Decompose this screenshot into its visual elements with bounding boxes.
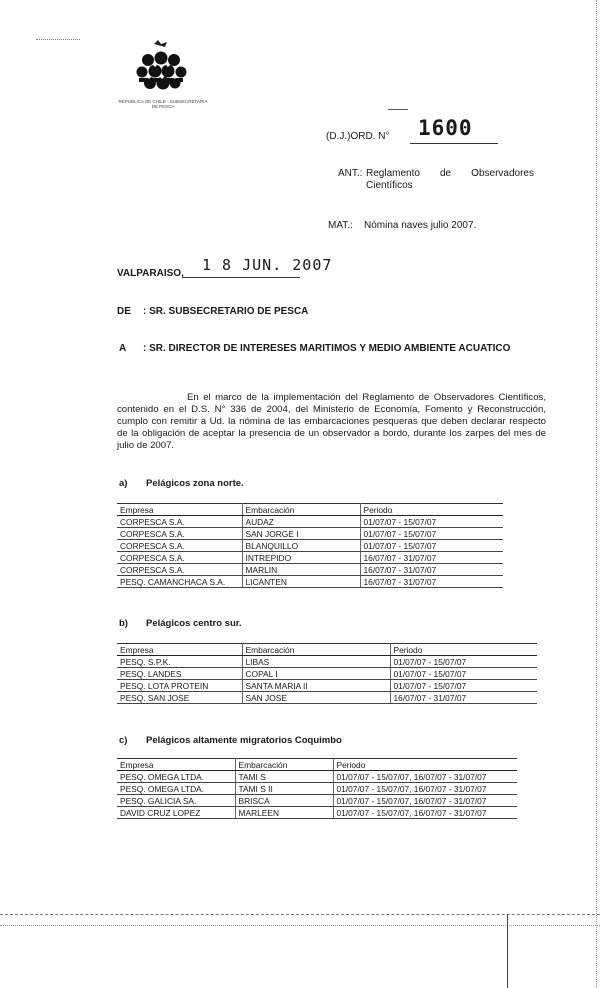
cell-empresa: PESQ. OMEGA LTDA. bbox=[117, 771, 235, 783]
cell-embarcacion: SAN JOSE bbox=[242, 692, 390, 704]
cell-periodo: 01/07/07 - 15/07/07 bbox=[390, 680, 537, 692]
ord-number: 1600 bbox=[418, 116, 473, 140]
table-header-row bbox=[117, 759, 517, 771]
table-altamente-migratorios bbox=[117, 758, 517, 819]
header-periodo: Periodo bbox=[390, 644, 537, 656]
table-row bbox=[117, 656, 537, 668]
cell-periodo: 01/07/07 - 15/07/07, 16/07/07 - 31/07/07 bbox=[333, 795, 517, 807]
header-embarcacion: Embarcación bbox=[242, 504, 360, 516]
cell-embarcacion: LIBAS bbox=[242, 656, 390, 668]
table-row bbox=[117, 528, 503, 540]
table-header-row bbox=[117, 644, 537, 656]
a-value: : SR. DIRECTOR DE INTERESES MARITIMOS Y MEDIO AMBIENTE ACUATICO bbox=[143, 343, 511, 354]
header-embarcacion: Embarcación bbox=[242, 644, 390, 656]
ord-underline bbox=[410, 143, 498, 144]
place: VALPARAISO, bbox=[117, 268, 184, 279]
table-row bbox=[117, 516, 503, 528]
table-row bbox=[117, 692, 537, 704]
cell-periodo: 16/07/07 - 31/07/07 bbox=[360, 552, 503, 564]
cell-empresa: PESQ. LOTA PROTEIN bbox=[117, 680, 242, 692]
table-row bbox=[117, 771, 517, 783]
header-empresa: Empresa bbox=[117, 759, 235, 771]
section-a-letter: a) bbox=[119, 478, 128, 489]
cell-periodo: 16/07/07 - 31/07/07 bbox=[360, 564, 503, 576]
section-a-title: Pelágicos zona norte. bbox=[146, 478, 244, 489]
cell-empresa: PESQ. GALICIA SA. bbox=[117, 795, 235, 807]
cell-embarcacion: TAMI S II bbox=[235, 783, 333, 795]
de-label: DE bbox=[117, 306, 131, 317]
table-row bbox=[117, 540, 503, 552]
cell-embarcacion: INTREPIDO bbox=[242, 552, 360, 564]
cell-embarcacion: TAMI S bbox=[235, 771, 333, 783]
cell-periodo: 01/07/07 - 15/07/07 bbox=[360, 516, 503, 528]
table-row bbox=[117, 807, 517, 819]
cell-embarcacion: BRISCA bbox=[235, 795, 333, 807]
table-row bbox=[117, 795, 517, 807]
header-empresa: Empresa bbox=[117, 644, 242, 656]
cell-embarcacion: SANTA MARIA II bbox=[242, 680, 390, 692]
ant-label: ANT.: bbox=[338, 168, 363, 179]
table-row bbox=[117, 668, 537, 680]
table-row bbox=[117, 564, 503, 576]
table-pelagicos-norte bbox=[117, 503, 503, 588]
cell-empresa: DAVID CRUZ LOPEZ bbox=[117, 807, 235, 819]
cell-empresa: CORPESCA S.A. bbox=[117, 552, 242, 564]
cell-periodo: 01/07/07 - 15/07/07 bbox=[390, 656, 537, 668]
ant-value: Reglamento de Observadores bbox=[366, 168, 534, 179]
cell-embarcacion: AUDAZ bbox=[242, 516, 360, 528]
table-row bbox=[117, 783, 517, 795]
table-row bbox=[117, 552, 503, 564]
header-empresa: Empresa bbox=[117, 504, 242, 516]
table-pelagicos-centro-sur bbox=[117, 643, 537, 704]
mat-value: Nómina naves julio 2007. bbox=[364, 220, 477, 231]
cell-empresa: PESQ. CAMANCHACA S.A. bbox=[117, 576, 242, 588]
cell-empresa: CORPESCA S.A. bbox=[117, 528, 242, 540]
section-b-letter: b) bbox=[119, 618, 128, 629]
header-embarcacion: Embarcación bbox=[235, 759, 333, 771]
cell-periodo: 01/07/07 - 15/07/07 bbox=[390, 668, 537, 680]
cell-embarcacion: COPAL I bbox=[242, 668, 390, 680]
cell-empresa: CORPESCA S.A. bbox=[117, 540, 242, 552]
cell-periodo: 01/07/07 - 15/07/07, 16/07/07 - 31/07/07 bbox=[333, 771, 517, 783]
mat-label: MAT.: bbox=[328, 220, 353, 231]
cell-periodo: 01/07/07 - 15/07/07 bbox=[360, 540, 503, 552]
scan-artifact bbox=[36, 39, 80, 40]
date-stamp: 1 8 JUN. 2007 bbox=[202, 256, 333, 274]
cell-embarcacion: SAN JORGE I bbox=[242, 528, 360, 540]
cell-periodo: 01/07/07 - 15/07/07 bbox=[360, 528, 503, 540]
cell-embarcacion: MARLEEN bbox=[235, 807, 333, 819]
cell-embarcacion: LICANTEN bbox=[242, 576, 360, 588]
body-paragraph: En el marco de la implementación del Reglamento de Observadores Científicos, contenido en el D.S. N° 336 de 2004, del Ministerio de Economía, Fomento y Reconstrucción, cumplo con remitir a Ud. la nómina de las embarcaciones pesqueras que deben declarar respecto de la obligación de aceptar la presencia de un observador a bordo, durante los zarpes del mes de julio de 2007. bbox=[117, 392, 546, 451]
footer-rule bbox=[0, 914, 600, 915]
header-periodo: Periodo bbox=[360, 504, 503, 516]
table-header-row bbox=[117, 504, 503, 516]
cell-empresa: PESQ. OMEGA LTDA. bbox=[117, 783, 235, 795]
cell-embarcacion: MARLIN bbox=[242, 564, 360, 576]
table-row bbox=[117, 680, 537, 692]
footer-rule bbox=[0, 925, 600, 926]
section-b-title: Pelágicos centro sur. bbox=[146, 618, 242, 629]
a-label: A bbox=[119, 343, 127, 354]
cell-periodo: 01/07/07 - 15/07/07, 16/07/07 - 31/07/07 bbox=[333, 783, 517, 795]
section-c-title: Pelágicos altamente migratorios Coquimbo bbox=[146, 735, 342, 746]
cell-empresa: PESQ. SAN JOSE bbox=[117, 692, 242, 704]
cell-periodo: 01/07/07 - 15/07/07, 16/07/07 - 31/07/07 bbox=[333, 807, 517, 819]
ant-value-cont: Científicos bbox=[366, 180, 413, 191]
footer-divider bbox=[507, 914, 508, 988]
logo-caption: REPUBLICA DE CHILE · SUBSECRETARIA DE PESCA bbox=[118, 99, 208, 109]
cell-empresa: CORPESCA S.A. bbox=[117, 516, 242, 528]
ord-mark bbox=[388, 109, 408, 110]
cell-periodo: 16/07/07 - 31/07/07 bbox=[390, 692, 537, 704]
ord-label: (D.J.)ORD. N° bbox=[326, 131, 390, 142]
cell-empresa: PESQ. LANDES bbox=[117, 668, 242, 680]
date-underline bbox=[182, 277, 300, 278]
cell-empresa: CORPESCA S.A. bbox=[117, 564, 242, 576]
cell-periodo: 16/07/07 - 31/07/07 bbox=[360, 576, 503, 588]
section-c-letter: c) bbox=[119, 735, 128, 746]
cell-embarcacion: BLANQUILLO bbox=[242, 540, 360, 552]
de-value: : SR. SUBSECRETARIO DE PESCA bbox=[143, 306, 309, 317]
government-seal-icon bbox=[132, 38, 190, 96]
header-periodo: Periodo bbox=[333, 759, 517, 771]
cell-empresa: PESQ. S.P.K. bbox=[117, 656, 242, 668]
table-row bbox=[117, 576, 503, 588]
page-edge bbox=[596, 0, 597, 988]
